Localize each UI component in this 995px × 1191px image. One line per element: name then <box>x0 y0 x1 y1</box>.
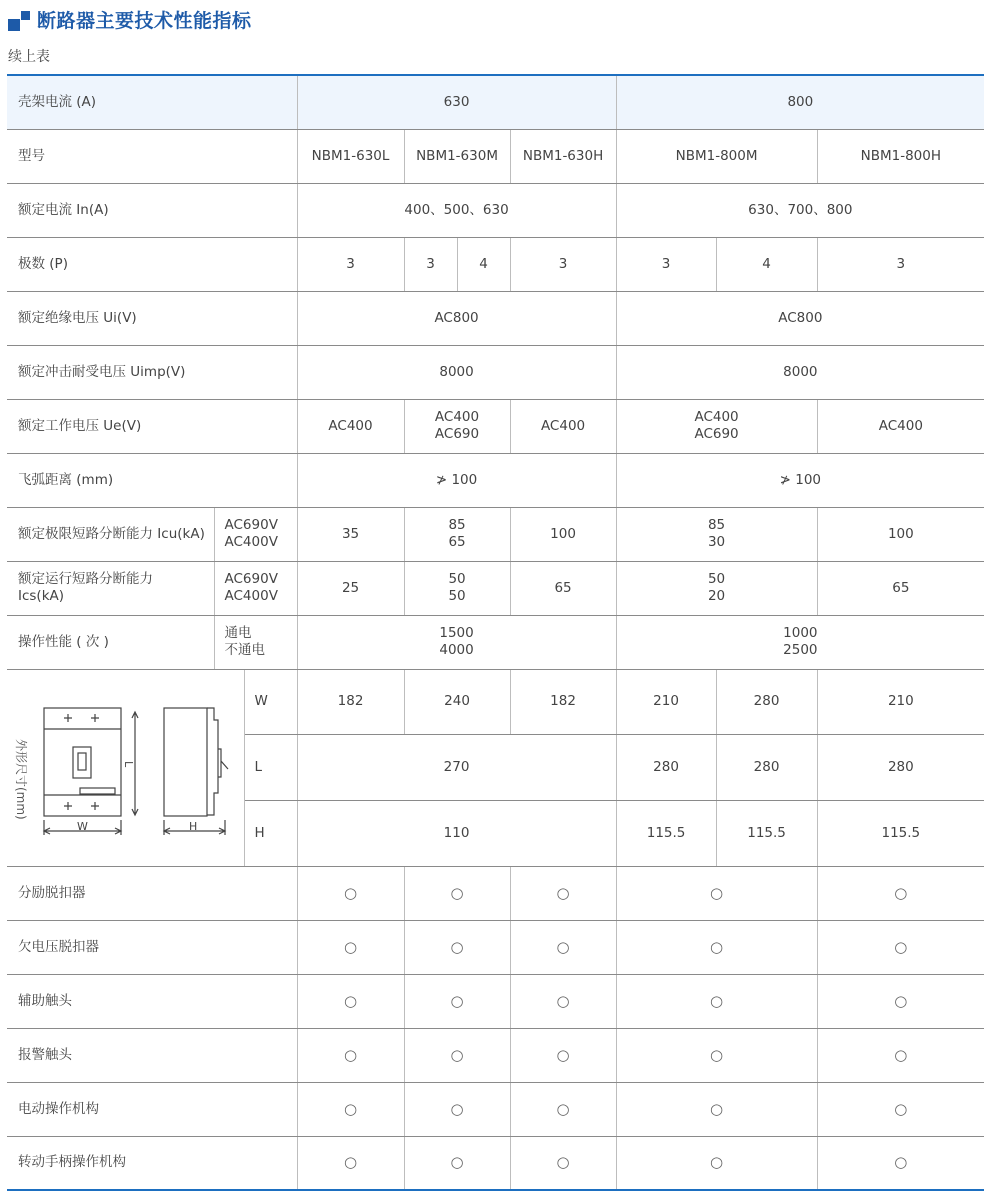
continued-note: 续上表 <box>8 49 50 65</box>
table-cell: 1500 4000 <box>297 615 616 669</box>
table-cell: ○ <box>404 1136 510 1190</box>
table-cell: AC400 <box>817 399 984 453</box>
table-cell: 8000 <box>297 345 616 399</box>
table-cell: 100 <box>817 507 984 561</box>
table-cell: 115.5 <box>817 800 984 866</box>
table-cell: 630 <box>297 75 616 129</box>
table-row <box>7 453 984 507</box>
row-label: 额定绝缘电压 Ui(V) <box>7 291 297 345</box>
table-cell: NBM1-630L <box>297 129 404 183</box>
diagram-label-w: W <box>77 819 88 833</box>
table-cell: 280 <box>817 735 984 801</box>
table-cell: 25 <box>297 561 404 615</box>
table-cell: AC400 AC690 <box>404 399 510 453</box>
header-row <box>7 75 984 129</box>
row-label: 欠电压脱扣器 <box>7 920 297 974</box>
table-cell: 115.5 <box>716 800 817 866</box>
table-cell: ○ <box>616 1082 817 1136</box>
table-cell: ○ <box>297 1028 404 1082</box>
table-cell: ○ <box>817 974 984 1028</box>
row-sublabel: AC690V AC400V <box>214 561 297 615</box>
row-label: H <box>244 800 297 866</box>
table-cell: ○ <box>817 866 984 920</box>
table-cell: ○ <box>817 1082 984 1136</box>
table-cell: 270 <box>297 735 616 801</box>
row-label: 额定运行短路分断能力 Ics(kA) <box>7 561 214 615</box>
accessory-row <box>7 866 984 920</box>
table-cell: ≯ 100 <box>616 453 984 507</box>
row-label: 额定冲击耐受电压 Uimp(V) <box>7 345 297 399</box>
dimension-diagram-cell <box>7 669 244 866</box>
table-cell: 3 <box>510 237 616 291</box>
table-cell: 85 30 <box>616 507 817 561</box>
table-cell: ○ <box>616 974 817 1028</box>
table-cell: 4 <box>716 237 817 291</box>
row-sublabel: 通电 不通电 <box>214 615 297 669</box>
diagram-label-l: L <box>122 760 135 767</box>
table-row <box>7 183 984 237</box>
table-cell: ○ <box>297 1136 404 1190</box>
table-cell: 4 <box>457 237 510 291</box>
table-cell: 280 <box>716 735 817 801</box>
table-cell: NBM1-800M <box>616 129 817 183</box>
row-sublabel: AC690V AC400V <box>214 507 297 561</box>
page-title: 断路器主要技术性能指标 <box>37 10 252 32</box>
table-cell: 210 <box>616 669 716 735</box>
row-label: 转动手柄操作机构 <box>7 1136 297 1190</box>
table-cell: ○ <box>616 866 817 920</box>
row-label: 飞弧距离 (mm) <box>7 453 297 507</box>
table-cell: ○ <box>297 866 404 920</box>
table-cell: 3 <box>297 237 404 291</box>
row-label: 分励脱扣器 <box>7 866 297 920</box>
table-cell: 110 <box>297 800 616 866</box>
spec-table <box>7 74 984 1191</box>
table-cell: ○ <box>404 974 510 1028</box>
table-cell: ○ <box>817 1028 984 1082</box>
accessory-row <box>7 1136 984 1190</box>
table-cell: 182 <box>510 669 616 735</box>
row-label: 额定工作电压 Ue(V) <box>7 399 297 453</box>
table-cell: AC400 <box>510 399 616 453</box>
table-cell: ○ <box>817 920 984 974</box>
table-cell: ○ <box>817 1136 984 1190</box>
row-label: 辅助触头 <box>7 974 297 1028</box>
table-row <box>7 129 984 183</box>
table-cell: 210 <box>817 669 984 735</box>
row-label: 型号 <box>7 129 297 183</box>
table-row <box>7 345 984 399</box>
table-cell: AC400 AC690 <box>616 399 817 453</box>
table-cell: ○ <box>616 1136 817 1190</box>
table-cell: 800 <box>616 75 984 129</box>
table-cell: ○ <box>404 1028 510 1082</box>
row-label: 极数 (P) <box>7 237 297 291</box>
table-cell: 400、500、630 <box>297 183 616 237</box>
table-cell: 85 65 <box>404 507 510 561</box>
table-cell: 3 <box>817 237 984 291</box>
table-cell: ○ <box>510 1082 616 1136</box>
accessory-row <box>7 974 984 1028</box>
table-cell: ○ <box>404 1082 510 1136</box>
table-cell: ○ <box>510 974 616 1028</box>
table-cell: 280 <box>716 669 817 735</box>
table-cell: 65 <box>817 561 984 615</box>
table-cell: ○ <box>297 1082 404 1136</box>
table-cell: ○ <box>510 1136 616 1190</box>
row-label: 报警触头 <box>7 1028 297 1082</box>
table-cell: ○ <box>510 866 616 920</box>
table-cell: 8000 <box>616 345 984 399</box>
table-cell: ○ <box>297 974 404 1028</box>
accessory-row <box>7 1028 984 1082</box>
table-cell: 630、700、800 <box>616 183 984 237</box>
table-row <box>7 507 984 561</box>
table-cell: NBM1-800H <box>817 129 984 183</box>
table-cell: 1000 2500 <box>616 615 984 669</box>
row-label: 壳架电流 (A) <box>7 75 297 129</box>
dimension-row <box>7 669 984 735</box>
section-header <box>8 6 252 33</box>
table-cell: 182 <box>297 669 404 735</box>
row-label: 额定极限短路分断能力 Icu(kA) <box>7 507 214 561</box>
table-cell: ○ <box>510 1028 616 1082</box>
table-cell: 65 <box>510 561 616 615</box>
row-label: 额定电流 In(A) <box>7 183 297 237</box>
table-cell: NBM1-630M <box>404 129 510 183</box>
row-label: L <box>244 735 297 801</box>
table-row <box>7 615 984 669</box>
table-cell: 50 50 <box>404 561 510 615</box>
table-cell: AC800 <box>297 291 616 345</box>
row-label: W <box>244 669 297 735</box>
table-row <box>7 291 984 345</box>
table-row <box>7 399 984 453</box>
row-label: 电动操作机构 <box>7 1082 297 1136</box>
table-cell: ○ <box>404 866 510 920</box>
table-row <box>7 561 984 615</box>
accessory-row <box>7 920 984 974</box>
table-cell: 115.5 <box>616 800 716 866</box>
table-cell: ≯ 100 <box>297 453 616 507</box>
table-cell: AC400 <box>297 399 404 453</box>
dimension-diagram <box>7 687 243 849</box>
table-cell: ○ <box>616 1028 817 1082</box>
accessory-row <box>7 1082 984 1136</box>
table-cell: AC800 <box>616 291 984 345</box>
front-view-icon <box>44 708 138 835</box>
side-view-icon <box>164 708 228 835</box>
dimension-vertical-label: 外形尺寸(mm) <box>14 738 28 820</box>
table-cell: ○ <box>404 920 510 974</box>
diagram-label-h: H <box>189 819 198 833</box>
table-cell: 3 <box>616 237 716 291</box>
table-cell: ○ <box>616 920 817 974</box>
row-label: 操作性能 ( 次 ) <box>7 615 214 669</box>
table-cell: 3 <box>404 237 457 291</box>
table-cell: 35 <box>297 507 404 561</box>
table-row <box>7 237 984 291</box>
table-cell: ○ <box>510 920 616 974</box>
section-logo-icon <box>8 9 30 31</box>
table-cell: 240 <box>404 669 510 735</box>
table-cell: 280 <box>616 735 716 801</box>
table-cell: 50 20 <box>616 561 817 615</box>
table-cell: 100 <box>510 507 616 561</box>
table-cell: NBM1-630H <box>510 129 616 183</box>
table-cell: ○ <box>297 920 404 974</box>
